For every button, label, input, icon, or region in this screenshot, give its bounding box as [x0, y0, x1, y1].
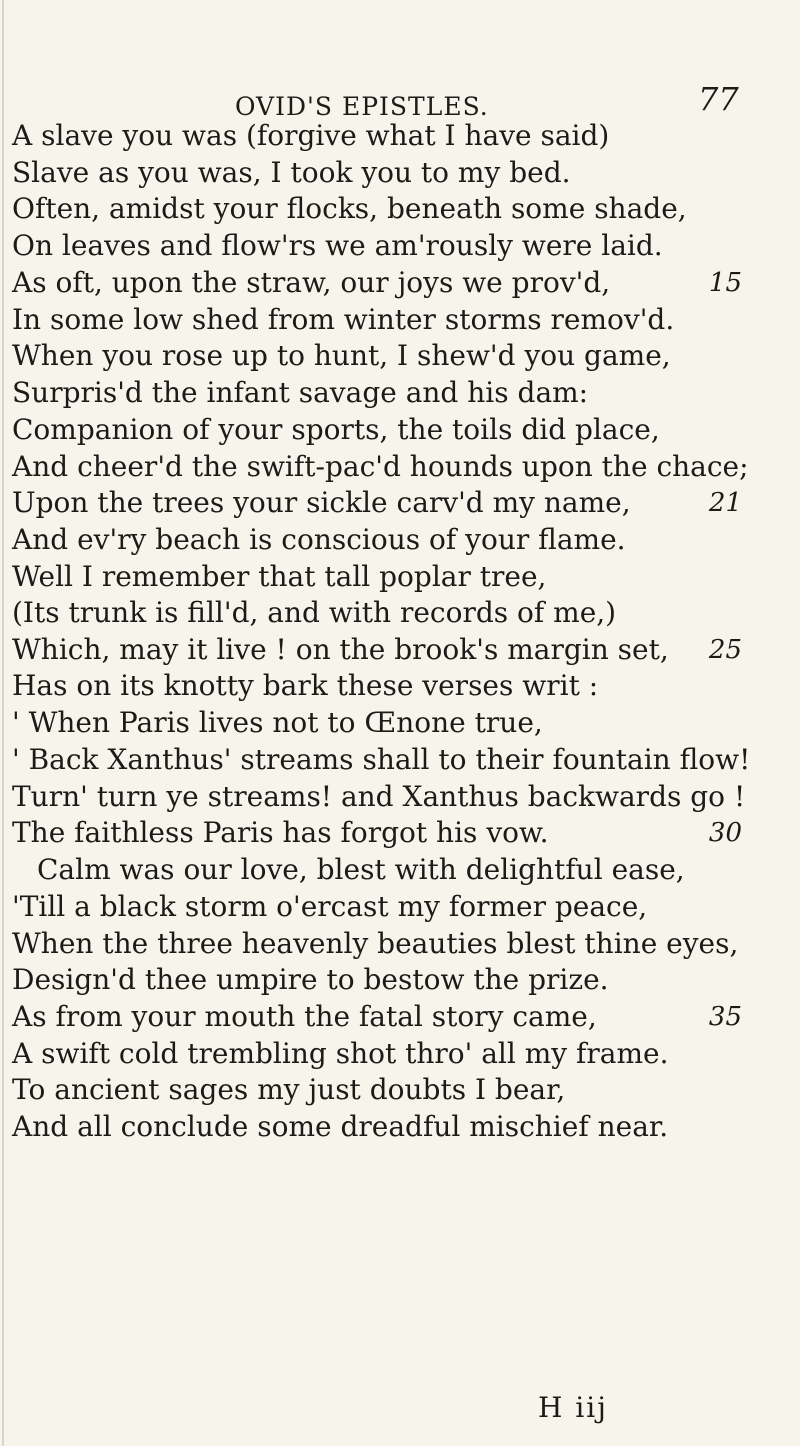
line-number: 35 [708, 1002, 742, 1032]
verse-line [12, 374, 742, 412]
verse-line [12, 1108, 742, 1146]
verse-text: When the three heavenly beauties blest thine eyes, [12, 927, 739, 960]
verse-text: Turn' turn ye streams! and Xanthus backwards go ! [12, 780, 746, 813]
verse-line [12, 448, 749, 486]
verse-text: Companion of your sports, the toils did place, [12, 413, 660, 446]
verse-line [12, 741, 751, 779]
verse-text: (Its trunk is fill'd, and with records of me,) [12, 596, 617, 629]
signature-mark: H iij [538, 1391, 608, 1424]
verse-text: And cheer'd the swift-pac'd hounds upon the chace; [12, 450, 749, 483]
verse-line [12, 925, 742, 963]
verse-text: And all conclude some dreadful mischief near. [12, 1110, 669, 1143]
verse-line [12, 778, 746, 816]
verse-line [37, 851, 742, 889]
verse-text: 'Till a black storm o'ercast my former peace, [12, 890, 648, 923]
line-number: 25 [708, 635, 742, 665]
verse-text: And ev'ry beach is conscious of your flame. [12, 523, 626, 556]
verse-line [12, 667, 742, 705]
verse-line [12, 154, 742, 192]
verse-line [12, 484, 742, 522]
verse-line [12, 998, 742, 1036]
verse-line [12, 411, 742, 449]
line-number: 30 [708, 818, 742, 848]
verse-line [12, 190, 742, 228]
verse-text: In some low shed from winter storms remov'd. [12, 303, 675, 336]
verse-text: Which, may it live ! on the brook's margin set, [12, 633, 669, 666]
verse-line [12, 227, 742, 265]
verse-text: ' When Paris lives not to Œnone true, [12, 706, 543, 739]
verse-text: A swift cold trembling shot thro' all my frame. [12, 1037, 669, 1070]
verse-text: Often, amidst your flocks, beneath some shade, [12, 192, 687, 225]
verse-line [12, 301, 742, 339]
line-number: 15 [708, 268, 742, 298]
verse-text: Surpris'd the infant savage and his dam: [12, 376, 589, 409]
verse-line [12, 117, 742, 155]
verse-line [12, 1071, 742, 1109]
verse-text: Has on its knotty bark these verses writ : [12, 669, 599, 702]
verse-line [12, 961, 742, 999]
verse-text: ' Back Xanthus' streams shall to their fountain flow! [12, 743, 751, 776]
verse-text: A slave you was (forgive what I have said) [12, 119, 610, 152]
verse-line [12, 337, 742, 375]
verse-text: As from your mouth the fatal story came, [12, 1000, 597, 1033]
verse-line [12, 631, 742, 669]
verse-text: The faithless Paris has forgot his vow. [12, 816, 549, 849]
verse-line [12, 264, 742, 302]
verse-line [12, 704, 742, 742]
verse-text: Slave as you was, I took you to my bed. [12, 156, 571, 189]
running-head: OVID'S EPISTLES. [235, 92, 489, 121]
verse-line [12, 594, 742, 632]
verse-text: Design'd thee umpire to bestow the prize. [12, 963, 609, 996]
verse-line [12, 558, 742, 596]
line-number: 21 [708, 488, 742, 518]
verse-line [12, 1035, 742, 1073]
verse-line [12, 888, 742, 926]
verse-text: On leaves and flow'rs we am'rously were laid. [12, 229, 663, 262]
verse-text: To ancient sages my just doubts I bear, [12, 1073, 566, 1106]
verse-text: Upon the trees your sickle carv'd my name, [12, 486, 631, 519]
verse-line [12, 521, 742, 559]
verse-text: As oft, upon the straw, our joys we prov'd, [12, 266, 611, 299]
verse-text: When you rose up to hunt, I shew'd you game, [12, 339, 671, 372]
verse-text: Calm was our love, blest with delightful ease, [37, 853, 685, 886]
verse-line [12, 814, 742, 852]
page-number: 77 [698, 80, 739, 118]
verse-text: Well I remember that tall poplar tree, [12, 560, 547, 593]
binding-edge [2, 0, 4, 1446]
